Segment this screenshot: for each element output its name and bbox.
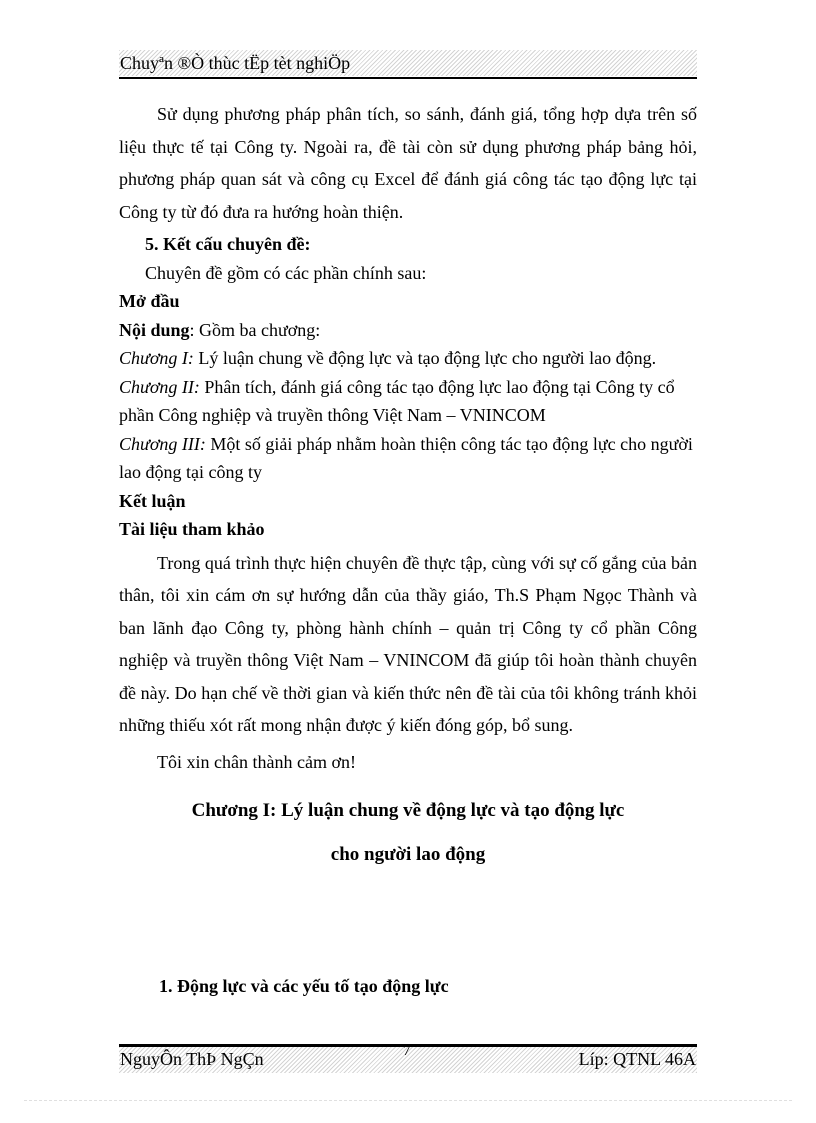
opening-label: Mở đầu xyxy=(119,291,180,311)
chapter-text: Một số giải pháp nhằm hoàn thiện công tác tạo động lực cho người lao động tại công ty xyxy=(119,433,693,482)
acknowledgement-paragraph: Trong quá trình thực hiện chuyên đề thực tập, cùng với sự cố gắng của bản thân, tôi xin cám ơn sự hướng dẫn của thầy giáo, Th.S Phạm Ngọc Thành và ban lãnh đạo Công ty, phòng hành chính – quản trị Công ty cổ phần Công nghiệp và truyền thông Việt Nam – VNINCOM đã giúp tôi hoàn thành chuyên đề này. Do hạn chế về thời gian và kiến thức nên đề tài của tôi không tránh khỏi những thiếu xót rất mong nhận được ý kiến đóng góp, bổ sung. xyxy=(119,552,697,735)
footer-class: Líp: QTNL 46A xyxy=(578,1049,696,1069)
page-footer xyxy=(119,1043,697,1073)
chapter-title-line2: cho người lao động xyxy=(330,844,486,865)
footer-author: NguyÔn ThÞ NgÇn xyxy=(120,1049,264,1069)
chapter-label: Chương II: xyxy=(119,376,200,397)
chapter-label: Chương III: xyxy=(119,433,206,454)
section-heading: 1. Động lực và các yếu tố tạo động lực xyxy=(159,976,449,996)
chapter-title-line1: Chương I: Lý luận chung về động lực và tạo động lực xyxy=(191,800,625,821)
references-label: Tài liệu tham khảo xyxy=(119,519,265,539)
content-line xyxy=(119,316,697,345)
thanks-line: Tôi xin chân thành cảm ơn! xyxy=(157,751,356,772)
page-number: 7 xyxy=(403,1043,411,1059)
chapter-text: Phân tích, đánh giá công tác tạo động lực lao động tại Công ty cổ phần Công nghiệp và truyền thông Việt Nam – VNINCOM xyxy=(119,376,675,425)
method-paragraph: Sử dụng phương pháp phân tích, so sánh, đánh giá, tổng hợp dựa trên số liệu thực tế tại Công ty. Ngoài ra, đề tài còn sử dụng phương pháp bảng hỏi, phương pháp quan sát và công cụ Excel để đánh giá công tác tạo động lực tại Công ty từ đó đưa ra hướng hoàn thiện. xyxy=(119,104,697,222)
header-title: Chuyªn ®Ò thùc tËp tèt nghiÖp xyxy=(120,53,351,73)
chapter-item xyxy=(119,344,697,373)
conclusion-label: Kết luận xyxy=(119,490,186,511)
chapter-label: Chương I: xyxy=(119,348,194,368)
page-bottom-divider xyxy=(24,1100,792,1101)
chapter-item xyxy=(119,430,697,487)
structure-lead: Chuyên đề gồm có các phần chính sau: xyxy=(145,262,427,283)
page-header xyxy=(119,50,697,76)
body-text xyxy=(119,98,697,877)
chapter-item xyxy=(119,373,697,430)
content-label: Nội dung xyxy=(119,319,190,340)
content-text: : Gồm ba chương: xyxy=(189,319,321,340)
structure-heading: 5. Kết cấu chuyên đề: xyxy=(145,234,311,254)
chapter-text: Lý luận chung về động lực và tạo động lực cho người lao động. xyxy=(193,348,657,368)
header-rule xyxy=(119,77,697,79)
